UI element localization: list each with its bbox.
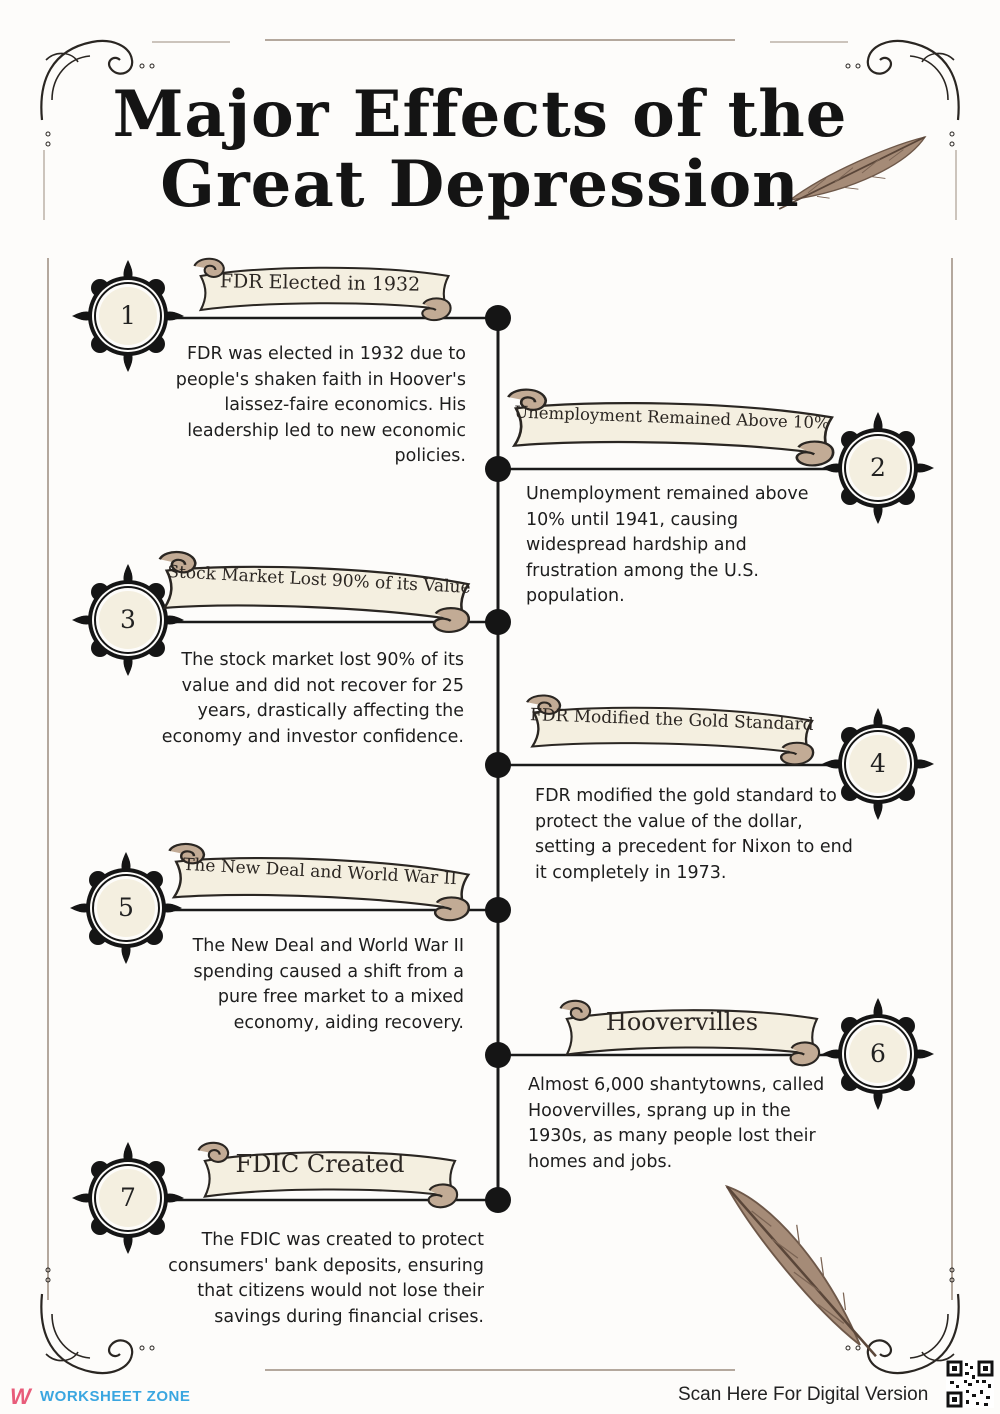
event-number-6: 6 [870, 1039, 886, 1068]
banner-label-5: The New Deal and World War II [182, 854, 458, 890]
event-number-7: 7 [120, 1183, 136, 1212]
event-description-2: Unemployment remained above 10% until 1941, causing widespread hardship and frustration among the U.S. population. [526, 484, 809, 606]
page-title: Major Effects of the [112, 77, 848, 152]
banner-label-7: FDIC Created [235, 1150, 405, 1178]
brand-logo[interactable] [10, 1384, 190, 1410]
banner-label-2: Unemployment Remained Above 10% [513, 402, 830, 433]
brand-name: WORKSHEET ZONE [40, 1388, 191, 1405]
event-description-7: The FDIC was created to protect consumers' bank deposits, ensuring that citizens would not lose their savings during financial crises. [168, 1230, 484, 1327]
scan-digital-version-link[interactable]: Scan Here For Digital Version [678, 1384, 929, 1405]
banner-label-6: Hoovervilles [605, 1008, 759, 1036]
corner-flourish-icon [41, 1268, 154, 1373]
event-description-5: The New Deal and World War II spending caused a shift from a pure free market to a mixed economy, aiding recovery. [192, 936, 464, 1033]
event-description-1: FDR was elected in 1932 due to people's shaken faith in Hoover's laissez-faire economics. His leadership led to new economic policies. [175, 344, 466, 466]
banner-label-1: FDR Elected in 1932 [219, 270, 421, 296]
brand-logo-icon: W [10, 1384, 32, 1409]
event-description-6: Almost 6,000 shantytowns, called Hoovervilles, sprang up in the 1930s, as many people lost their homes and jobs. [528, 1075, 825, 1172]
corner-flourish-icon [846, 1268, 959, 1373]
event-number-4: 4 [870, 749, 886, 778]
event-number-2: 2 [870, 453, 886, 482]
event-description-4: FDR modified the gold standard to protect the value of the dollar, setting a precedent for Nixon to end it completely in 1973. [535, 786, 853, 883]
feather-icon [727, 1161, 876, 1382]
banner-label-4: FDR Modified the Gold Standard [529, 705, 814, 735]
event-number-5: 5 [118, 893, 134, 922]
event-description-3: The stock market lost 90% of its value and did not recover for 25 years, drastically affecting the economy and investor confidence. [161, 650, 464, 747]
banner-label-3: Stock Market Lost 90% of its Value [166, 562, 472, 598]
event-number-1: 1 [120, 301, 136, 330]
qr-code-icon [946, 1360, 994, 1408]
page-title-line-2: Great Depression [160, 147, 800, 222]
event-number-3: 3 [120, 605, 136, 634]
